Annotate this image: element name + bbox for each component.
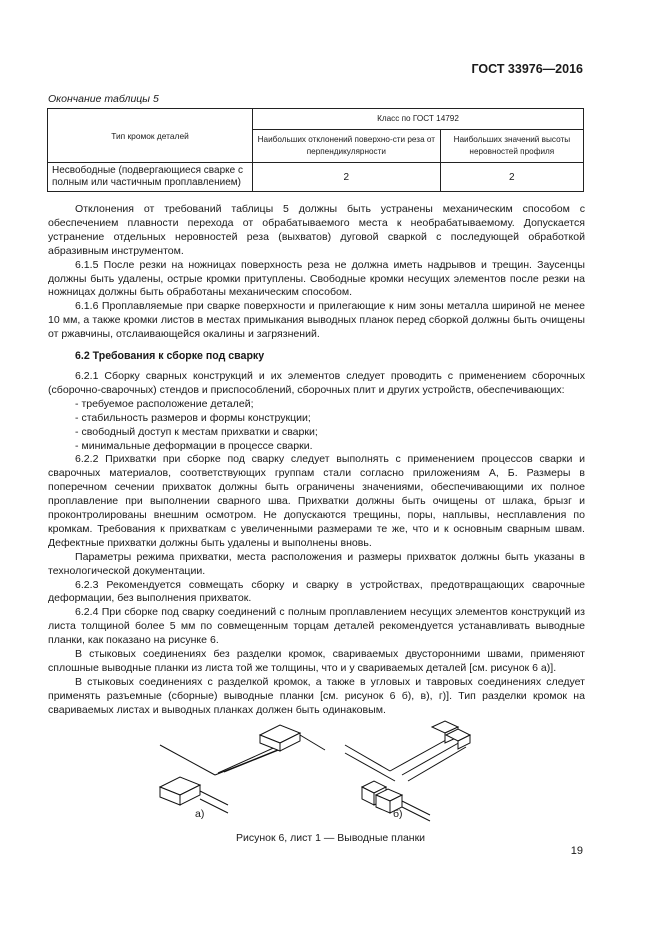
body-text xyxy=(48,203,585,718)
paragraph: 6.2.1 Сборку сварных конструкций и их элементов следует проводить с применением сборочных (сборочно-сварочных) стендов и приспособлений, сборочных плит и других устройств, обеспечивающих: xyxy=(48,369,585,396)
figure-6-drawing xyxy=(140,705,480,825)
list-item: - стабильность размеров и формы конструкции; xyxy=(75,411,311,424)
group-header: Класс по ГОСТ 14792 xyxy=(253,109,584,130)
section-title: 6.2 Требования к сборке под сварку xyxy=(75,350,265,363)
paragraph: Отклонения от требований таблицы 5 должны быть устранены механическим способом с обеспечением плавности перехода от обрабатываемого места к необрабатываемому. Допускается устранение отдельных неровностей реза (выхватов) дуговой сваркой с последующей обработкой абразивным инструментом. xyxy=(48,203,585,257)
paragraph: Параметры режима прихватки, места расположения и размеры прихваток должны быть указаны в технологической документации. xyxy=(48,550,585,577)
standard-number: ГОСТ 33976—2016 xyxy=(471,62,583,76)
cell-roughness: 2 xyxy=(440,163,583,192)
paragraph: 6.2.3 Рекомендуется совмещать сборку и сварку в устройствах, предотвращающих сварочные деформации, без выполнения прихваток. xyxy=(48,578,585,605)
figure-label-a: а) xyxy=(195,808,205,820)
cell-deviation: 2 xyxy=(253,163,441,192)
figure-label-b: б) xyxy=(393,808,403,820)
paragraph: 6.1.6 Проплавляемые при сварке поверхности и прилегающие к ним зоны металла шириной не менее 10 мм, а также кромки листов в местах примыкания выводных планок перед сборкой должны быть очищены от ржавчины, отслаивающейся окалины и загрязнений. xyxy=(48,300,585,341)
paragraph: 6.2.2 Прихватки при сборке под сварку следует выполнять с применением процессов сварки и сварочных материалов, соответствующих группам стали согласно приложениям А, Б. Размеры в поперечном сечении прихваток должны быть ограничены значениями, обеспечивающими их полное проплавление при выполнении сварного шва. Прихватки должны быть очищены от шлака, брызг и проконтролированы внешним осмотром. Не допускаются трещины, поры, наплывы, несплавления по кромкам. Требования к прихваткам с увеличенными размерами те же, что и к основным сварным швам. Дефектные прихватки должны быть удалены и выполнены вновь. xyxy=(48,453,585,549)
list-item: - минимальные деформации в процессе сварки. xyxy=(75,439,313,452)
table-5 xyxy=(47,108,584,192)
col-deviation: Наибольших отклонений поверхно-сти реза от перпендикулярности xyxy=(253,130,441,163)
drawing-a xyxy=(160,725,325,813)
paragraph: В стыковых соединениях с разделкой кромок, а также в угловых и тавровых соединениях следует применять разъемные (сборные) выводные планки [см. рисунок 6 б), в), г)]. Тип разделки кромок на свариваемых листах и выводных планках должен быть одинаковым. xyxy=(48,675,585,716)
paragraph: В стыковых соединениях без разделки кромок, свариваемых двусторонними швами, применяют сплошные выводные планки из листа той же толщины, что и у свариваемых деталей [см. рисунок 6 а)]. xyxy=(48,648,585,674)
paragraph: 6.1.5 После резки на ножницах поверхность реза не должна иметь надрывов и трещин. Заусенцы должны быть удалены, острые кромки притуплены. Свободные кромки несущих элементов после резки на ножницах должны быть обработаны механическим способом. xyxy=(48,258,585,299)
cell-edge-type: Несвободные (подвергающиеся сварке с полным или частичным проплавлением) xyxy=(48,163,253,192)
col-roughness: Наибольших значений высоты неровностей профиля xyxy=(440,130,583,163)
paragraph: 6.2.4 При сборке под сварку соединений с полным проплавлением несущих элементов конструкций из листа толщиной более 5 мм по совмещенным торцам деталей рекомендуется устанавливать выводные планки, как показано на рисунке 6. xyxy=(48,606,585,647)
page-number: 19 xyxy=(570,845,583,857)
drawing-b xyxy=(345,721,470,821)
table-row xyxy=(48,163,584,192)
list-item: - требуемое расположение деталей; xyxy=(75,397,254,410)
figure-caption: Рисунок 6, лист 1 — Выводные планки xyxy=(235,832,426,844)
table-caption: Окончание таблицы 5 xyxy=(48,93,159,105)
list-item: - свободный доступ к местам прихватки и сварки; xyxy=(75,425,318,438)
col-edge-type: Тип кромок деталей xyxy=(48,109,253,163)
